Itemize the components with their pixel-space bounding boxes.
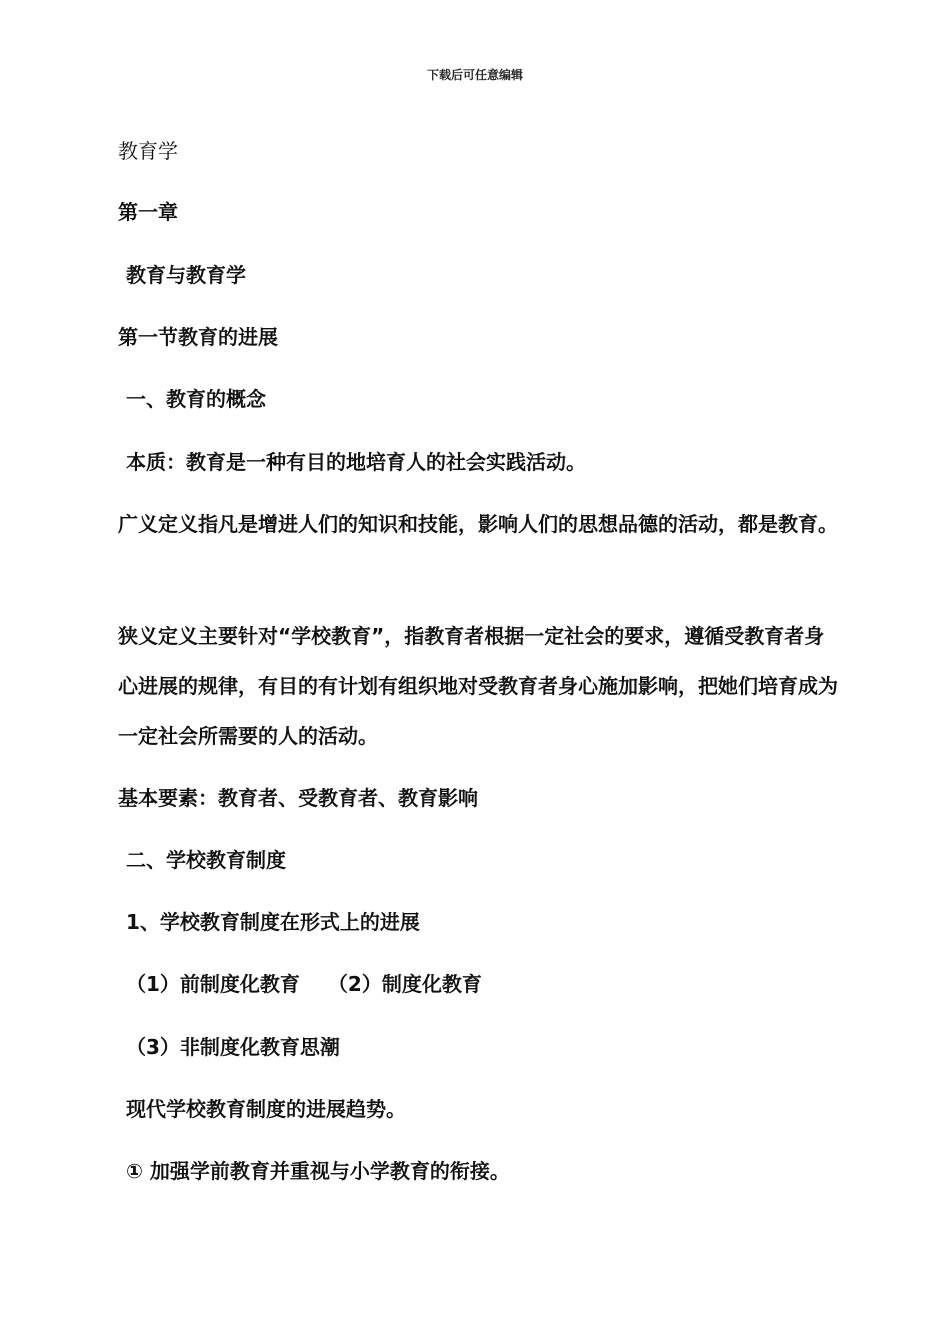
doc-title: 教育学 [118, 139, 178, 163]
broad-definition-paragraph: 广义定义指凡是增进人们的知识和技能，影响人们的思想品德的活动，都是教育。 [118, 512, 838, 536]
trend-item-1: ① 加强学前教育并重视与小学教育的衔接。 [126, 1159, 510, 1183]
page-header: 下载后可任意编辑 [426, 68, 523, 82]
subsection-heading-1: 一、教育的概念 [126, 387, 266, 411]
form-item-3: （3）非制度化教育思潮 [126, 1035, 340, 1059]
essence-paragraph: 本质：教育是一种有目的地培育人的社会实践活动。 [126, 450, 586, 474]
form-item-1: （1）前制度化教育 [126, 972, 300, 996]
item-heading-1: 1、学校教育制度在形式上的进展 [126, 910, 420, 934]
subsection-heading-2: 二、学校教育制度 [126, 848, 286, 872]
forms-line [126, 970, 482, 998]
basic-elements-paragraph: 基本要素：教育者、受教育者、教育影响 [118, 786, 478, 810]
chapter-title: 教育与教育学 [126, 263, 246, 287]
chapter-label: 第一章 [118, 200, 178, 224]
form-item-2: （2）制度化教育 [327, 972, 482, 996]
narrow-definition-paragraph: 狭义定义主要针对“学校教育”，指教育者根据一定社会的要求，遵循受教育者身心进展的规律，有目的有计划有组织地对受教育者身心施加影响，把她们培育成为一定社会所需要的人的活动。 [118, 624, 838, 748]
trend-heading: 现代学校教育制度的进展趋势。 [126, 1097, 406, 1121]
section-heading: 第一节教育的进展 [118, 325, 278, 349]
